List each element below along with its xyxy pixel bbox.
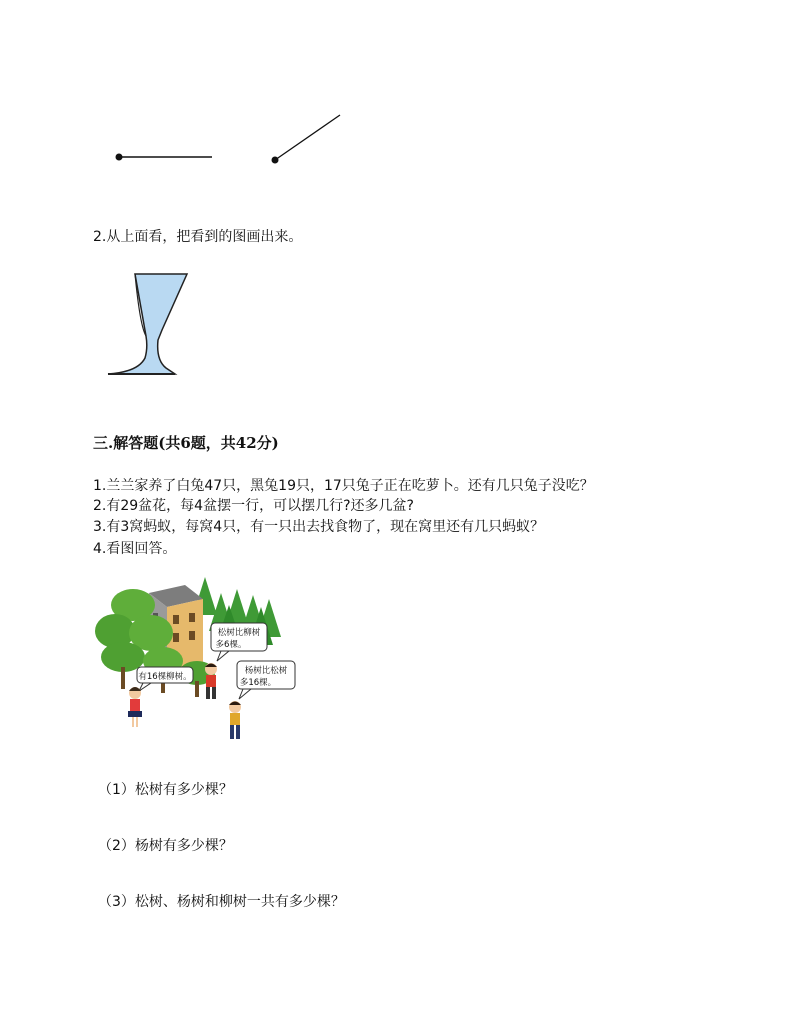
subquestion-3: （3）松树、杨树和柳树一共有多少棵？: [98, 894, 345, 910]
segments-figure: [100, 105, 360, 175]
trees-illustration: [93, 575, 303, 747]
slanted-ray: [272, 115, 341, 164]
bubble-boy-top-line1: 松树比柳树: [217, 628, 261, 638]
boy-figure-bottom: [229, 701, 241, 739]
question-2-prompt: 2.从上面看，把看到的图画出来。: [93, 229, 303, 245]
speech-bubble-boy-bottom: [237, 661, 295, 699]
subquestion-2: （2）杨树有多少棵？: [98, 838, 233, 854]
boy-figure-top: [205, 663, 217, 699]
horizontal-segment: [116, 154, 213, 161]
section-3-heading: 三.解答题(共6题，共42分): [93, 434, 279, 452]
bubble-boy-bottom-line2: 多16棵。: [239, 678, 277, 688]
problem-3: 3.有3窝蚂蚁，每窝4只，有一只出去找食物了，现在窝里还有几只蚂蚁？: [93, 519, 545, 535]
speech-bubble-boy-top: [211, 623, 267, 661]
wine-glass-figure: [100, 268, 190, 383]
bubble-boy-bottom-line1: 杨树比松树: [244, 666, 288, 676]
problem-4: 4.看图回答。: [93, 541, 177, 557]
bubble-boy-top-line2: 多6棵。: [215, 640, 247, 650]
girl-figure: [128, 687, 142, 727]
problem-1: 1.兰兰家养了白兔47只，黑兔19只，17只兔子正在吃萝卜。还有几只兔子没吃？: [93, 478, 594, 494]
problem-2: 2.有29盆花，每4盆摆一行，可以摆几行?还多几盆?: [93, 498, 414, 514]
subquestion-1: （1）松树有多少棵？: [98, 782, 233, 798]
bubble-girl-text: 有16棵柳树。: [138, 672, 192, 682]
